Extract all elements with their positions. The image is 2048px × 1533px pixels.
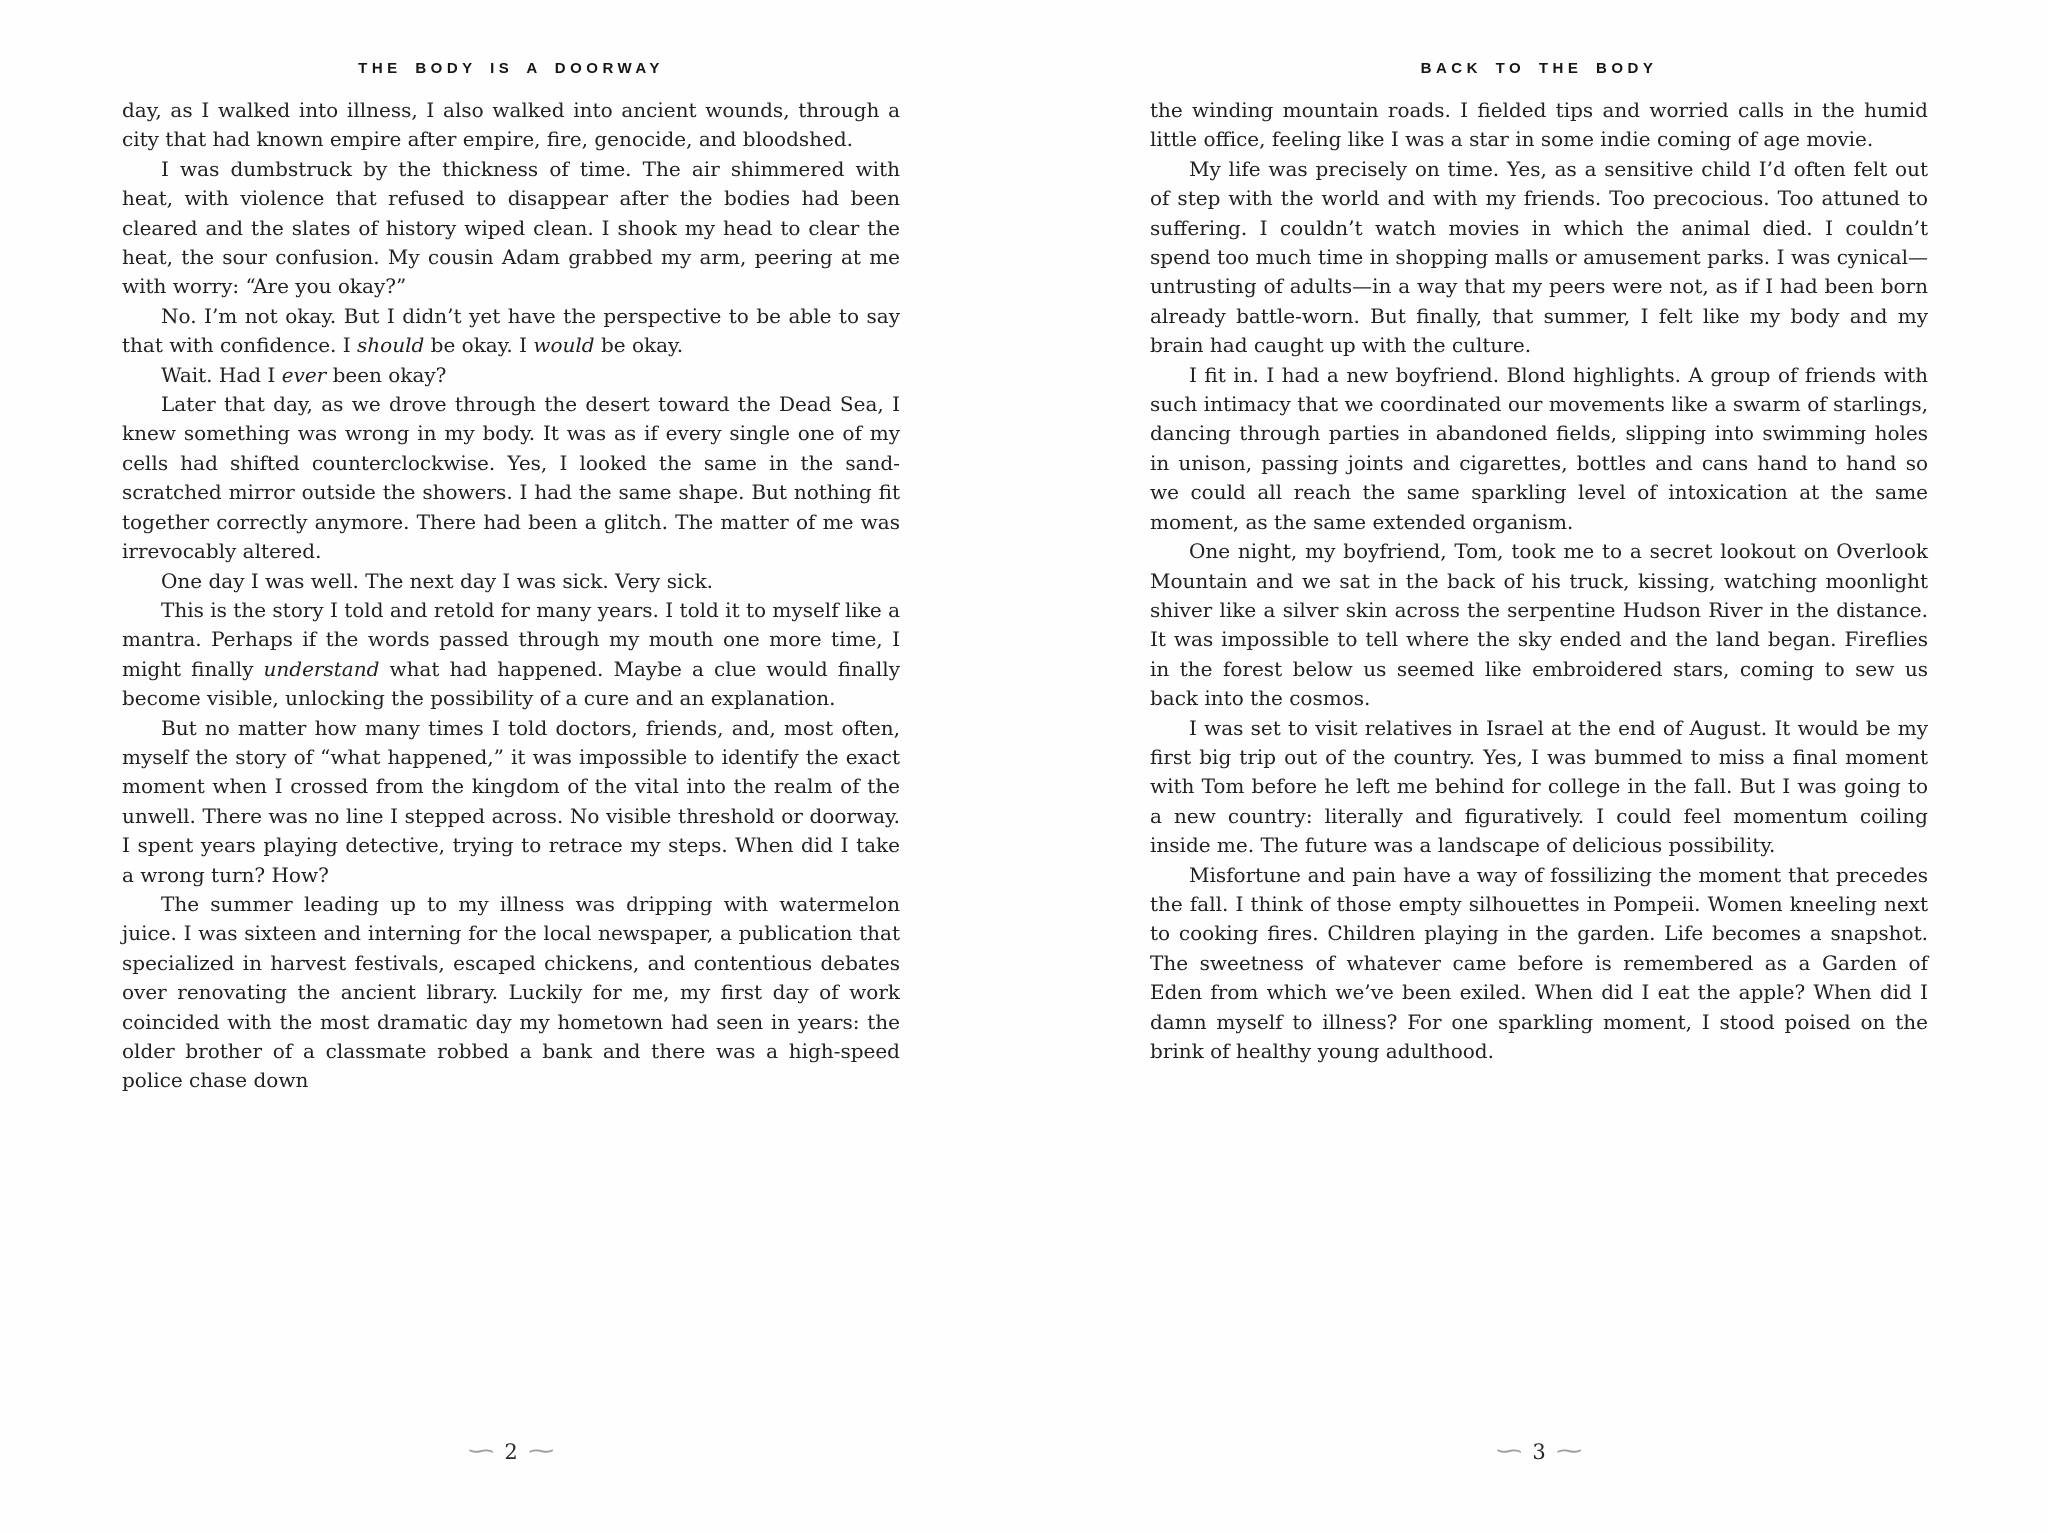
text-run: I was set to visit relatives in Israel at the end of August. It would be my first big trip out of the country. Yes, I was bummed to miss a final moment with Tom before he left me behind for college in the fall. But I was going to a new country: literally and figuratively. I could feel momentum coiling inside me. The future was a landscape of delicious possibility. [1150, 715, 1928, 858]
paragraph [122, 96, 900, 155]
folio-right [1150, 1441, 1928, 1463]
paragraph [1150, 361, 1928, 537]
swash-ornament-icon: ∼ [1553, 1439, 1585, 1464]
text-run: One day I was well. The next day I was sick. Very sick. [161, 568, 714, 593]
text-run: My life was precisely on time. Yes, as a sensitive child I’d often felt out of step with the world and with my friends. Too precocious. Too attuned to suffering. I couldn’t watch movies in which the animal died. I couldn’t spend too much time in shopping malls or amusement parks. I was cynical—untrusting of adults—in a way that my peers were not, as if I had been born already battle-worn. But finally, that summer, I felt like my body and my brain had caught up with the culture. [1150, 156, 1928, 358]
page-body-right [1150, 96, 1928, 1066]
text-run: I was dumbstruck by the thickness of time. The air shimmered with heat, with violence that refused to disappear after the bodies had been cleared and the slates of history wiped clean. I shook my head to clear the heat, the sour confusion. My cousin Adam grabbed my arm, peering at me with worry: “Are you okay?” [122, 156, 900, 299]
text-run: But no matter how many times I told doctors, friends, and, most often, myself the story of “what happened,” it was impossible to identify the exact moment when I crossed from the kingdom of the vital into the realm of the unwell. There was no line I stepped across. No visible threshold or doorway. I spent years playing detective, trying to retrace my steps. When did I take a wrong turn? How? [122, 715, 900, 887]
paragraph [1150, 155, 1928, 361]
text-run: Misfortune and pain have a way of fossilizing the moment that precedes the fall. I think of those empty silhouettes in Pompeii. Women kneeling next to cooking fires. Children playing in the garden. Life becomes a snapshot. The sweetness of whatever came before is remembered as a Garden of Eden from which we’ve been exiled. When did I eat the apple? When did I damn myself to illness? For one sparkling moment, I stood poised on the brink of healthy young adulthood. [1150, 862, 1928, 1063]
paragraph [1150, 537, 1928, 713]
swash-ornament-icon: ∽ [465, 1439, 497, 1464]
running-header-right: BACK TO THE BODY [1420, 60, 1658, 77]
text-run: One night, my boyfriend, Tom, took me to a secret lookout on Overlook Mountain and we sat in the back of his truck, kissing, watching moonlight shiver like a silver skin across the serpentine Hudson River in the distance. It was impossible to tell where the sky ended and the land began. Fireflies in the forest below us seemed like embroidered stars, coming to sew us back into the cosmos. [1150, 539, 1928, 711]
swash-ornament-icon: ∼ [525, 1439, 557, 1464]
italic-text: should [357, 333, 425, 358]
text-run: be okay. [594, 333, 684, 358]
paragraph [122, 155, 900, 302]
text-run: the winding mountain roads. I fielded tips and worried calls in the humid little office, feeling like I was a star in some indie coming of age movie. [1150, 98, 1928, 152]
page-number-left: 2 [504, 1439, 518, 1464]
text-run: what had happened. Maybe a clue would finally become visible, unlocking the possibility of a cure and an explanation. [122, 656, 900, 711]
text-run: I fit in. I had a new boyfriend. Blond highlights. A group of friends with such intimacy that we coordinated our movements like a swarm of starlings, dancing through parties in abandoned fields, slipping into swimming holes in unison, passing joints and cigarettes, bottles and cans hand to hand so we could all reach the same sparkling level of intoxication at the same moment, as the same extended organism. [1150, 362, 1928, 534]
paragraph [1150, 96, 1928, 155]
text-run: be okay. I [424, 333, 534, 358]
italic-text: would [533, 333, 595, 358]
text-run: This is the story I told and retold for many years. I told it to myself like a mantra. Perhaps if the words passed through my mouth one more time, I might finally [122, 597, 900, 681]
paragraph [1150, 861, 1928, 1067]
paragraph [122, 567, 900, 596]
paragraph [122, 361, 900, 390]
italic-text: ever [281, 362, 327, 387]
running-header-left: THE BODY IS A DOORWAY [358, 60, 664, 77]
swash-ornament-icon: ∽ [1493, 1439, 1525, 1464]
left-page [122, 0, 900, 1533]
right-page [1150, 0, 1928, 1533]
folio-left [122, 1441, 900, 1463]
paragraph [122, 890, 900, 1096]
italic-text: understand [263, 656, 380, 681]
text-run: been okay? [326, 362, 447, 387]
paragraph [122, 390, 900, 566]
text-run: day, as I walked into illness, I also walked into ancient wounds, through a city that had known empire after empire, fire, genocide, and bloodshed. [122, 98, 900, 152]
paragraph [122, 302, 900, 361]
text-run: Later that day, as we drove through the desert toward the Dead Sea, I knew something was wrong in my body. It was as if every single one of my cells had shifted counterclockwise. Yes, I looked the same in the sand-scratched mirror outside the showers. I had the same shape. But nothing fit together correctly anymore. There had been a glitch. The matter of me was irrevocably altered. [122, 392, 900, 564]
paragraph [122, 596, 900, 714]
text-run: The summer leading up to my illness was dripping with watermelon juice. I was sixteen and interning for the local newspaper, a publication that specialized in harvest festivals, escaped chickens, and contentious debates over renovating the ancient library. Luckily for me, my first day of work coincided with the most dramatic day my hometown had seen in years: the older brother of a classmate robbed a bank and there was a high-speed police chase down [122, 891, 900, 1093]
paragraph [1150, 714, 1928, 861]
page-body-left [122, 96, 900, 1096]
text-run: Wait. Had I [161, 362, 282, 387]
page-number-right: 3 [1532, 1439, 1546, 1464]
paragraph [122, 714, 900, 890]
text-run: No. I’m not okay. But I didn’t yet have the perspective to be able to say that with confidence. I [122, 303, 900, 358]
